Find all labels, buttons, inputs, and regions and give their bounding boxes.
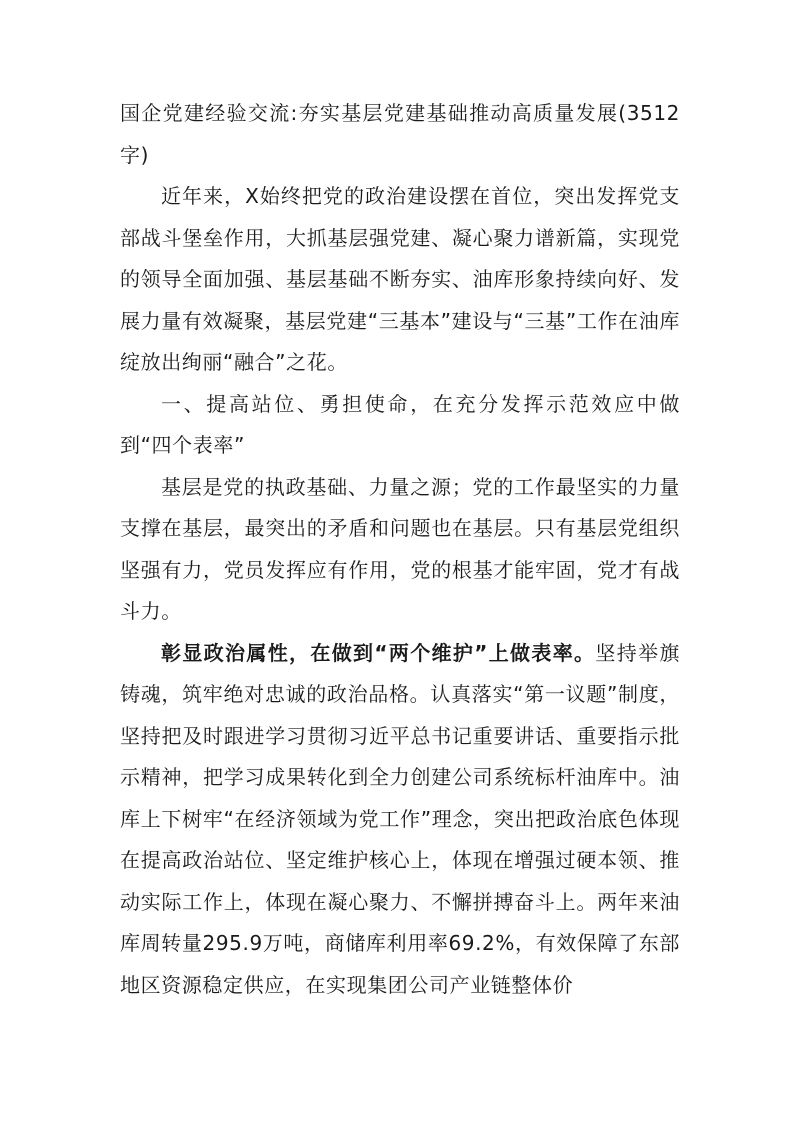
section-one-heading: 一、提高站位、勇担使命，在充分发挥示范效应中做到“四个表率” [120, 391, 680, 457]
section-one-body: 基层是党的执政基础、力量之源；党的工作最坚实的力量支撑在基层，最突出的矛盾和问题也在基层。只有基层党组织坚强有力，党员发挥应有作用，党的根基才能牢固，党才有战斗力。 [120, 474, 680, 623]
document-title: 国企党建经验交流:夯实基层党建基础推动高质量发展(3512字) [120, 101, 680, 167]
point-one-body: 坚持举旗铸魂，筑牢绝对忠诚的政治品格。认真落实“第一议题”制度，坚持把及时跟进学习贯彻习近平总书记重要讲话、重要指示批示精神，把学习成果转化到全力创建公司系统标杆油库中。油库上下树牢“在经济领域为党工作”理念，突出把政治底色体现在提高政治站位、坚定维护核心上，体现在增强过硬本领、推动实际工作上，体现在凝心聚力、不懈拼搏奋斗上。两年来油库周转量295.9万吨，商储库利用率69.2%，有效保障了东部地区资源稳定供应，在实现集团公司产业链整体价 [120, 640, 681, 997]
intro-paragraph: 近年来，X始终把党的政治建设摆在首位，突出发挥党支部战斗堡垒作用，大抓基层强党建、凝心聚力谱新篇，实现党的领导全面加强、基层基础不断夯实、油库形象持续向好、发展力量有效凝聚，基层党建“三基本”建设与“三基”工作在油库绽放出绚丽“融合”之花。 [120, 184, 680, 374]
point-one-lead: 彰显政治属性，在做到“两个维护”上做表率。 [161, 640, 596, 665]
document-body [120, 93, 680, 1006]
point-one-paragraph [120, 633, 680, 1007]
